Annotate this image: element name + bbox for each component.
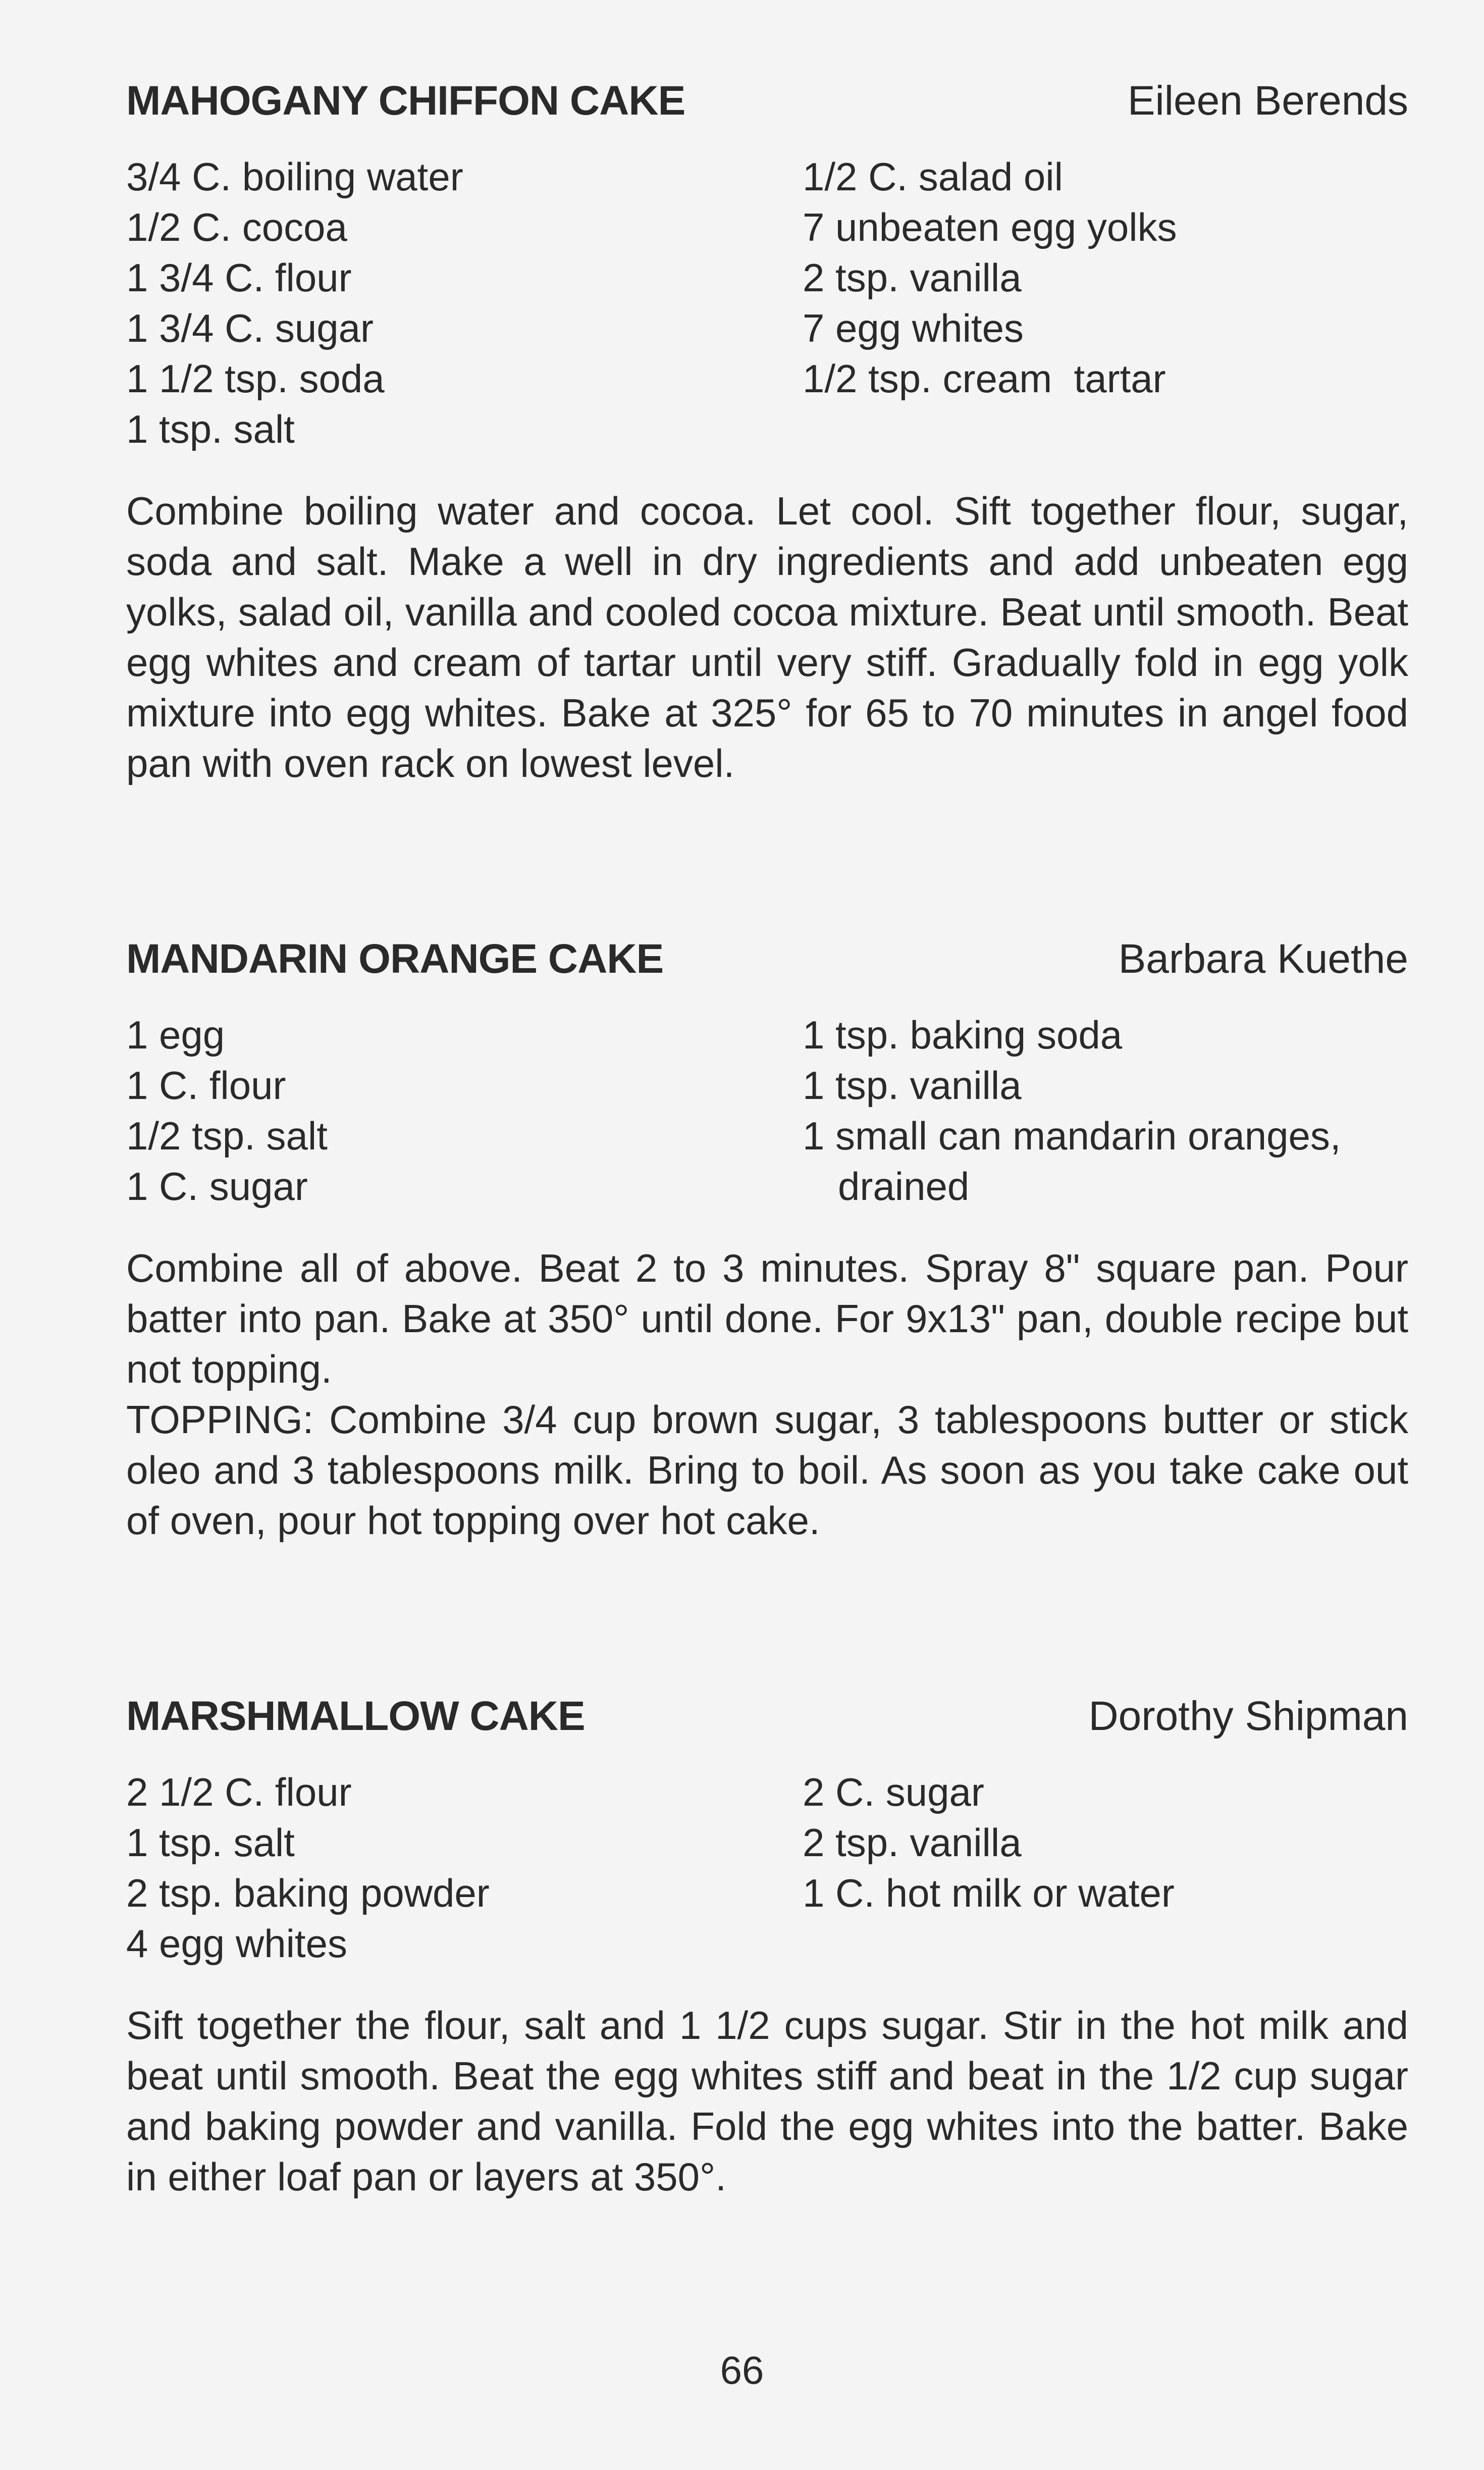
recipe-directions: [126, 1243, 1408, 1546]
recipe-header: [126, 76, 1408, 126]
ingredients-right-column: [803, 151, 1408, 454]
recipe-title: MANDARIN ORANGE CAKE: [126, 936, 664, 982]
ingredient-item: 1 egg: [126, 1013, 225, 1057]
ingredients-left-column: [126, 1767, 803, 1969]
ingredient-item: 1/2 tsp. salt: [126, 1114, 328, 1158]
ingredient-item: 2 C. sugar: [803, 1770, 984, 1814]
recipe-mahogany-chiffon-cake: [126, 76, 1408, 789]
ingredients-left-column: [126, 151, 803, 454]
ingredient-item: 7 egg whites: [803, 306, 1024, 350]
recipe-title: MAHOGANY CHIFFON CAKE: [126, 78, 685, 124]
ingredient-item: 1 C. flour: [126, 1063, 286, 1108]
ingredient-item: 1 1/2 tsp. soda: [126, 356, 385, 401]
ingredient-item: drained: [838, 1164, 970, 1208]
ingredient-item: 7 unbeaten egg yolks: [803, 205, 1177, 249]
ingredients-left-column: [126, 1010, 803, 1212]
ingredient-item: 1 tsp. salt: [126, 407, 295, 451]
directions-paragraph: Combine boiling water and cocoa. Let cool. Sift together flour, sugar, soda and salt. Make a well in dry ingredients and add unbeaten egg yolks, salad oil, vanilla and cooled cocoa mixture. Beat until smooth. Beat egg whites and cream of tartar until very stiff. Gradually fold in egg yolk mixture into egg whites. Bake at 325° for 65 to 70 minutes in angel food pan with oven rack on lowest level.: [126, 489, 1408, 785]
recipe-directions: [126, 2000, 1408, 2202]
ingredient-item: 1/2 C. cocoa: [126, 205, 347, 249]
recipe-author: Eileen Berends: [1127, 78, 1408, 124]
ingredient-item: 2 1/2 C. flour: [126, 1770, 352, 1814]
ingredient-item: 1 3/4 C. flour: [126, 255, 352, 300]
recipe-header: [126, 1691, 1408, 1742]
recipe-header: [126, 934, 1408, 984]
ingredient-item: 1/2 tsp. cream tartar: [803, 356, 1166, 401]
directions-paragraph: Sift together the flour, salt and 1 1/2 cups sugar. Stir in the hot milk and beat until smooth. Beat the egg whites stiff and beat in the 1/2 cup sugar and baking powder and vanilla. Fold the egg whites into the batter. Bake in either loaf pan or layers at 350°.: [126, 2003, 1408, 2199]
ingredient-item: 4 egg whites: [126, 1921, 347, 1966]
recipe-title: MARSHMALLOW CAKE: [126, 1693, 585, 1739]
recipe-marshmallow-cake: [126, 1691, 1408, 2202]
recipe-mandarin-orange-cake: [126, 934, 1408, 1546]
ingredient-item: 1 small can mandarin oranges,: [803, 1114, 1341, 1158]
ingredients-right-column: [803, 1010, 1408, 1212]
topping-paragraph: TOPPING: Combine 3/4 cup brown sugar, 3 tablespoons butter or stick oleo and 3 tablespoons milk. Bring to boil. As soon as you take cake out of oven, pour hot topping over hot cake.: [126, 1397, 1408, 1543]
ingredients-right-column: [803, 1767, 1408, 1969]
ingredients-list: [126, 1767, 1408, 1969]
ingredients-list: [126, 151, 1408, 454]
ingredient-item: 1 tsp. vanilla: [803, 1063, 1022, 1108]
ingredient-item: 1 C. sugar: [126, 1164, 308, 1208]
page-number: 66: [720, 2348, 764, 2392]
ingredient-item: 2 tsp. vanilla: [803, 1820, 1022, 1865]
ingredient-item: 1 3/4 C. sugar: [126, 306, 374, 350]
ingredient-item: 2 tsp. baking powder: [126, 1871, 490, 1915]
ingredient-item: 1 C. hot milk or water: [803, 1871, 1175, 1915]
ingredient-item: 3/4 C. boiling water: [126, 154, 463, 199]
ingredient-item: 1 tsp. salt: [126, 1820, 295, 1865]
ingredients-list: [126, 1010, 1408, 1212]
ingredient-item: 1/2 C. salad oil: [803, 154, 1063, 199]
directions-paragraph: Combine all of above. Beat 2 to 3 minutes. Spray 8" square pan. Pour batter into pan. Bake at 350° until done. For 9x13" pan, double recipe but not topping.: [126, 1246, 1408, 1391]
ingredient-item: 1 tsp. baking soda: [803, 1013, 1123, 1057]
recipe-directions: [126, 486, 1408, 789]
recipe-author: Dorothy Shipman: [1088, 1693, 1408, 1739]
ingredient-item: 2 tsp. vanilla: [803, 255, 1022, 300]
recipe-author: Barbara Kuethe: [1118, 936, 1408, 982]
